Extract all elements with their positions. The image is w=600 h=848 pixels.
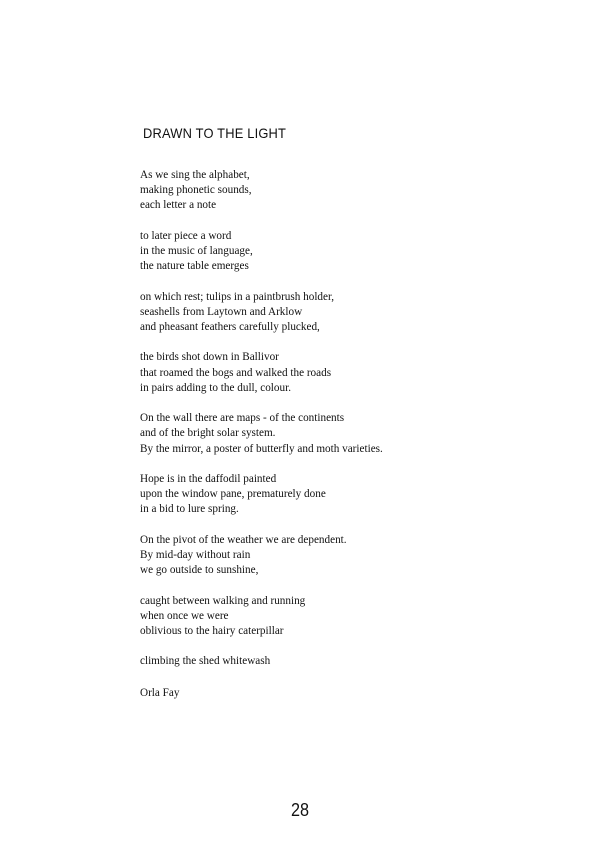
stanza xyxy=(140,411,520,457)
stanza xyxy=(140,472,520,518)
stanza xyxy=(140,594,520,640)
stanza xyxy=(140,290,520,336)
poem-line: By the mirror, a poster of butterfly and moth varieties. xyxy=(140,442,383,455)
stanza xyxy=(140,533,520,579)
poem-line: to later piece a word xyxy=(140,229,232,242)
poem-line: oblivious to the hairy caterpillar xyxy=(140,624,284,637)
page-number: 28 xyxy=(290,800,310,820)
poem-line: in pairs adding to the dull, colour. xyxy=(140,381,292,394)
poem-line: By mid-day without rain xyxy=(140,548,251,561)
poem-line: when once we were xyxy=(140,609,229,622)
poem-line: each letter a note xyxy=(140,199,217,212)
poem-line: that roamed the bogs and walked the roads xyxy=(140,366,332,379)
stanza xyxy=(140,229,520,275)
poem-line: climbing the shed whitewash xyxy=(140,655,271,668)
poem-line: on which rest; tulips in a paintbrush holder, xyxy=(140,290,335,303)
poem-line: On the wall there are maps - of the continents xyxy=(140,412,345,425)
poem-line: the birds shot down in Ballivor xyxy=(140,351,279,364)
stanza xyxy=(140,654,520,669)
poem-line: and pheasant feathers carefully plucked, xyxy=(140,321,320,333)
stanza-list xyxy=(140,168,520,670)
poem-line: Hope is in the daffodil painted xyxy=(140,472,277,485)
poem-line: making phonetic sounds, xyxy=(140,184,252,197)
poem-line: seashells from Laytown and Arklow xyxy=(140,305,303,318)
poem-line: On the pivot of the weather we are dependent. xyxy=(140,533,347,546)
poem-line: we go outside to sunshine, xyxy=(140,564,259,577)
poem-line: and of the bright solar system. xyxy=(140,427,276,440)
poem-line: the nature table emerges xyxy=(140,260,249,273)
poem-line: caught between walking and running xyxy=(140,594,306,607)
stanza xyxy=(140,168,520,214)
poem-author: Orla Fay xyxy=(140,686,180,699)
poem-title: DRAWN TO THE LIGHT xyxy=(143,125,287,141)
poem-line: As we sing the alphabet, xyxy=(140,169,250,181)
stanza xyxy=(140,350,520,396)
poem-line: in a bid to lure spring. xyxy=(140,503,239,516)
poem-line: in the music of language, xyxy=(140,245,253,257)
poem-line: upon the window pane, prematurely done xyxy=(140,488,326,501)
poem-body xyxy=(140,168,520,701)
